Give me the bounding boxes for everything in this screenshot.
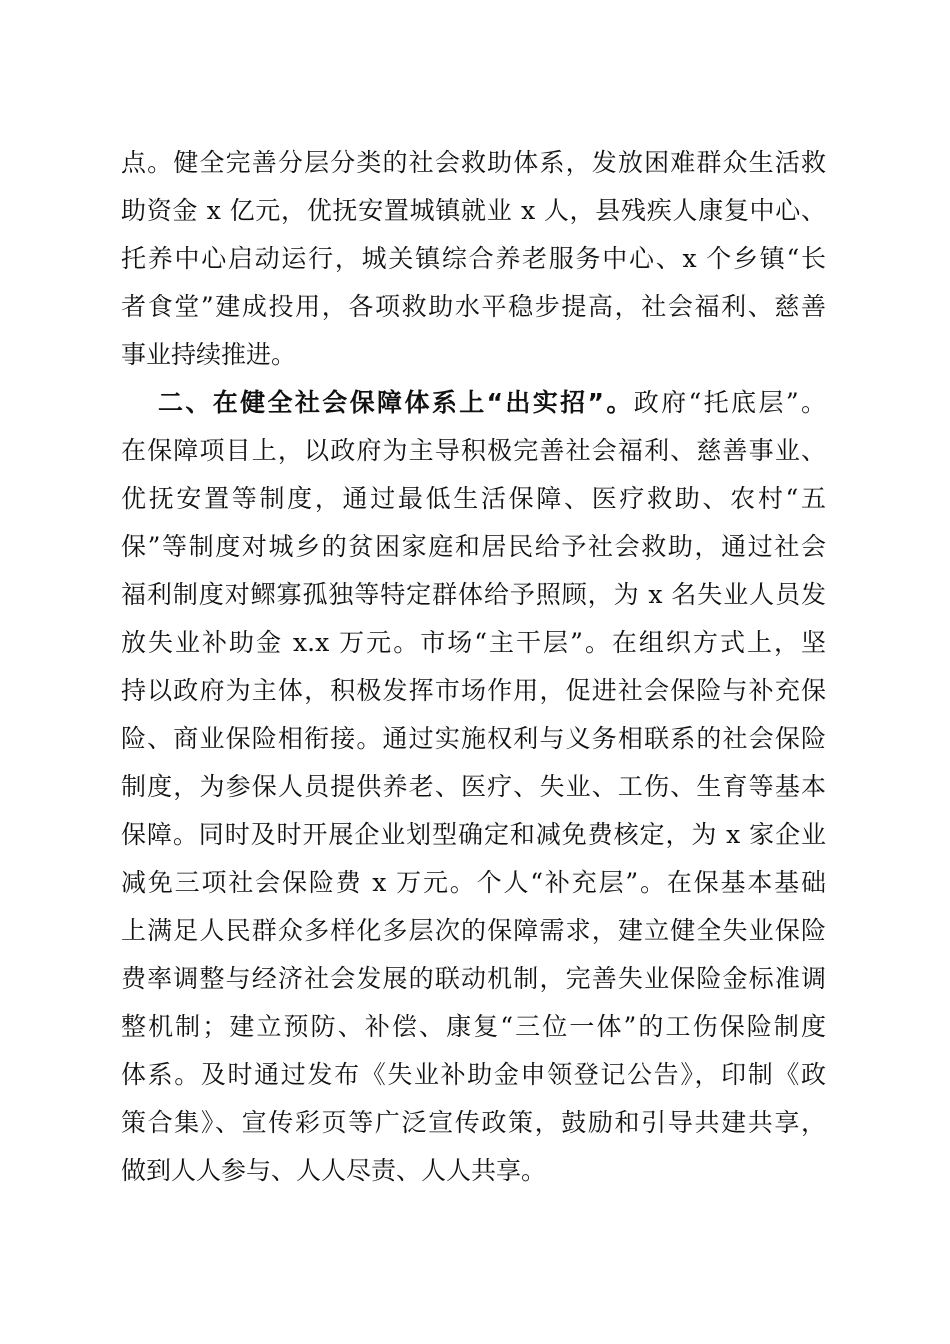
heading-line-rest: 政府“托底层”。 xyxy=(633,388,826,417)
paragraph-line: 做到人人参与、人人尽责、人人共享。 xyxy=(121,1156,547,1185)
paragraph-line: 费率调整与经济社会发展的联动机制，完善失业保险金标准调 xyxy=(121,964,826,993)
paragraph-line: 整机制；建立预防、补偿、康复“三位一体”的工伤保险制度 xyxy=(121,1012,826,1041)
section-heading-line xyxy=(158,379,826,427)
paragraph-line: 持以政府为主体，积极发挥市场作用，促进社会保险与补充保 xyxy=(121,676,826,705)
paragraph-line: 助资金 x 亿元，优抚安置城镇就业 x 人，县残疾人康复中心、 xyxy=(121,196,826,225)
paragraph-line: 险、商业保险相衔接。通过实施权利与义务相联系的社会保险 xyxy=(121,724,826,753)
paragraph-line: 上满足人民群众多样化多层次的保障需求，建立健全失业保险 xyxy=(121,916,826,945)
paragraph-line: 事业持续推进。 xyxy=(121,340,297,369)
section-heading: 二、在健全社会保障体系上“出实招”。 xyxy=(158,388,634,417)
paragraph-line: 优抚安置等制度，通过最低生活保障、医疗救助、农村“五 xyxy=(121,484,826,513)
paragraph-line: 福利制度对鳏寡孤独等特定群体给予照顾，为 x 名失业人员发 xyxy=(121,580,826,609)
paragraph-line: 放失业补助金 x.x 万元。市场“主干层”。在组织方式上，坚 xyxy=(121,628,826,657)
paragraph-line: 减免三项社会保险费 x 万元。个人“补充层”。在保基本基础 xyxy=(121,868,826,897)
paragraph-line: 策合集》、宣传彩页等广泛宣传政策，鼓励和引导共建共享， xyxy=(121,1108,826,1137)
paragraph-line: 制度，为参保人员提供养老、医疗、失业、工伤、生育等基本 xyxy=(121,772,826,801)
paragraph-line: 托养中心启动运行，城关镇综合养老服务中心、x 个乡镇“长 xyxy=(121,244,826,273)
paragraph-line: 保障。同时及时开展企业划型确定和减免费核定，为 x 家企业 xyxy=(121,820,826,849)
paragraph-line: 在保障项目上，以政府为主导积极完善社会福利、慈善事业、 xyxy=(121,436,826,465)
paragraph-line: 体系。及时通过发布《失业补助金申领登记公告》，印制《政 xyxy=(121,1060,826,1089)
paragraph-line: 点。健全完善分层分类的社会救助体系，发放困难群众生活救 xyxy=(121,148,826,177)
paragraph-line: 者食堂”建成投用，各项救助水平稳步提高，社会福利、慈善 xyxy=(121,292,826,321)
paragraph-line: 保”等制度对城乡的贫困家庭和居民给予社会救助，通过社会 xyxy=(121,532,826,561)
